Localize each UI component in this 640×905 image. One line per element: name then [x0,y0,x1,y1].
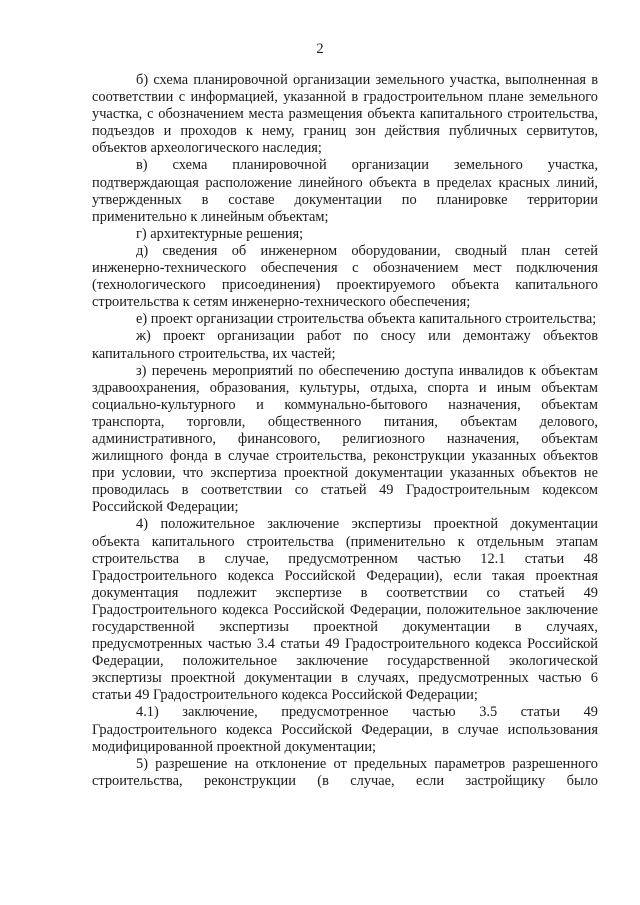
paragraph-4-expertise-conclusion: 4) положительное заключение экспертизы проектной документации объекта капитального строительства (применительно к отдельным этапам строительства в случае, предусмотренном частью 12.1 статьи 48 Градостроительного кодекса Российской Федерации), если такая проектная документация подлежит экспертизе в соответствии со статьей 49 Градостроительного кодекса Российской Федерации, положительное заключение государственной экспертизы проектной документации в случаях, предусмотренных частью 3.4 статьи 49 Градостроительного кодекса Российской Федерации, положительное заключение государственной экологической экспертизы проектной документации в случаях, предусмотренных частью 6 статьи 49 Градостроительного кодекса Российской Федерации; [92,516,598,704]
paragraph-b-site-plan: б) схема планировочной организации земельного участка, выполненная в соответствии с информацией, указанной в градостроительном плане земельного участка, с обозначением места размещения объекта капитального строительства, подъездов и проходов к нему, границ зон действия публичных сервитутов, объектов археологического наследия; [92,72,598,157]
page-number: 2 [316,41,324,57]
paragraph-v-linear-object-plan: в) схема планировочной организации земельного участка, подтверждающая расположение линейного объекта в пределах красных линий, утвержденных в составе документации по планировке территории применительно к линейным объектам; [92,157,598,225]
paragraph-e-construction-organization: е) проект организации строительства объекта капитального строительства; [136,311,597,328]
document-body [92,72,598,790]
paragraph-5-deviation-permit: 5) разрешение на отклонение от предельных параметров разрешенного строительства, реконструкции (в случае, если застройщику было [92,755,598,789]
paragraph-z-accessibility-measures: з) перечень мероприятий по обеспечению доступа инвалидов к объектам здравоохранения, образования, культуры, отдыха, спорта и иным объектам социально-культурного и коммунально-бытового назначения, объектам транспорта, торговли, общественного питания, объектам делового, административного, финансового, религиозного назначения, объектам жилищного фонда в случае строительства, реконструкции указанных объектов при условии, что экспертиза проектной документации указанных объектов не проводилась в соответствии со статьей 49 Градостроительным кодексом Российской Федерации; [92,362,598,516]
paragraph-d-engineering-equipment: д) сведения об инженерном оборудовании, сводный план сетей инженерно-технического обеспечения с обозначением мест подключения (технологического присоединения) проектируемого объекта капитального строительства к сетям инженерно-технического обеспечения; [92,242,598,311]
paragraph-4-1-modified-documentation: 4.1) заключение, предусмотренное частью 3.5 статьи 49 Градостроительного кодекса Российской Федерации, в случае использования модифицированной проектной документации; [92,704,598,755]
paragraph-zh-demolition-project: ж) проект организации работ по сносу или демонтажу объектов капитального строительства, их частей; [92,328,598,362]
paragraph-g-architectural-solutions: г) архитектурные решения; [136,225,304,242]
